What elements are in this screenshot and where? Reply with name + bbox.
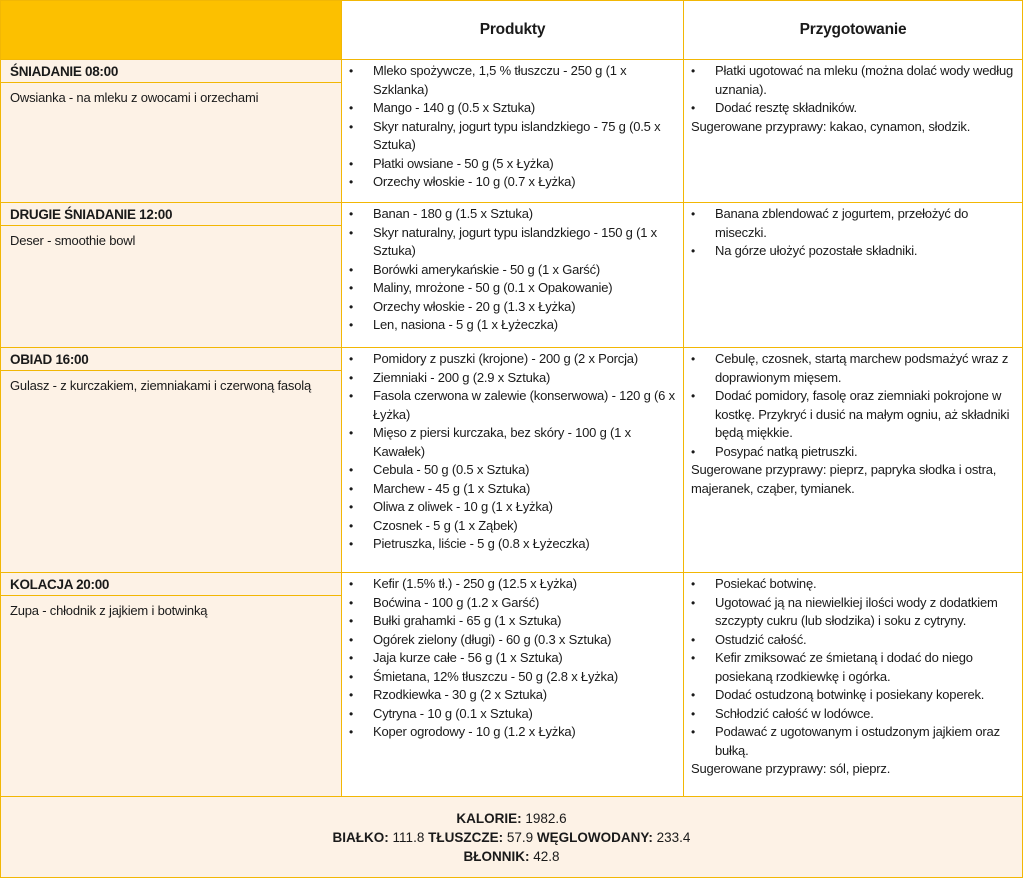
step-item: • Ostudzić całość. xyxy=(684,631,1014,650)
meal-time: KOLACJA 20:00 xyxy=(10,577,110,592)
product-item: • Borówki amerykańskie - 50 g (1 x Garść) xyxy=(342,261,675,280)
header-row xyxy=(1,1,1023,60)
product-item: • Skyr naturalny, jogurt typu islandzkiego - 75 g (0.5 x Sztuka) xyxy=(342,118,675,155)
product-item: • Ziemniaki - 200 g (2.9 x Sztuka) xyxy=(342,369,675,388)
meal-row-lunch xyxy=(1,348,1023,573)
spices-note: Sugerowane przyprawy: sól, pieprz. xyxy=(691,761,891,776)
steps-list xyxy=(684,575,1022,760)
meal-row-second-breakfast xyxy=(1,203,1023,348)
meal-row-dinner xyxy=(1,573,1023,797)
step-item: • Kefir zmiksować ze śmietaną i dodać do niego posiekaną rzodkiewkę i ogórka. xyxy=(684,649,1014,686)
meal-row-breakfast xyxy=(1,60,1023,203)
step-item: • Cebulę, czosnek, startą marchew podsmażyć wraz z doprawionym mięsem. xyxy=(684,350,1014,387)
header-preparation: Przygotowanie xyxy=(684,1,1023,60)
kcal-label: KALORIE: xyxy=(456,810,522,826)
meal-divider xyxy=(1,370,341,371)
meal-divider xyxy=(1,225,341,226)
products-list xyxy=(342,350,683,554)
product-item: • Koper ogrodowy - 10 g (1.2 x Łyżka) xyxy=(342,723,675,742)
product-item: • Banan - 180 g (1.5 x Sztuka) xyxy=(342,205,675,224)
preparation-cell xyxy=(684,573,1023,797)
product-item: • Pietruszka, liście - 5 g (0.8 x Łyżeczka) xyxy=(342,535,675,554)
nutrition-summary xyxy=(1,797,1023,878)
meal-description: Owsianka - na mleku z owocami i orzechami xyxy=(10,90,259,105)
product-item: • Jaja kurze całe - 56 g (1 x Sztuka) xyxy=(342,649,675,668)
meal-time: ŚNIADANIE 08:00 xyxy=(10,64,119,79)
meal-divider xyxy=(1,595,341,596)
spices-note: Sugerowane przyprawy: pieprz, papryka słodka i ostra, majeranek, cząber, tymianek. xyxy=(691,462,997,496)
products-cell xyxy=(342,60,684,203)
meal-divider xyxy=(1,82,341,83)
product-item: • Fasola czerwona w zalewie (konserwowa) - 120 g (6 x Łyżka) xyxy=(342,387,675,424)
kcal-value: 1982.6 xyxy=(525,810,567,826)
product-item: • Cytryna - 10 g (0.1 x Sztuka) xyxy=(342,705,675,724)
product-item: • Czosnek - 5 g (1 x Ząbek) xyxy=(342,517,675,536)
fat-value: 57.9 xyxy=(506,829,534,845)
meal-cell xyxy=(1,203,342,348)
product-item: • Orzechy włoskie - 10 g (0.7 x Łyżka) xyxy=(342,173,675,192)
product-item: • Mleko spożywcze, 1,5 % tłuszczu - 250 g (1 x Szklanka) xyxy=(342,62,675,99)
product-item: • Boćwina - 100 g (1.2 x Garść) xyxy=(342,594,675,613)
fat-label: TŁUSZCZE: xyxy=(428,829,504,845)
step-item: • Płatki ugotować na mleku (można dolać wody według uznania). xyxy=(684,62,1014,99)
step-item: • Posypać natką pietruszki. xyxy=(684,443,1014,462)
meal-time: OBIAD 16:00 xyxy=(10,352,89,367)
product-item: • Skyr naturalny, jogurt typu islandzkiego - 150 g (1 x Sztuka) xyxy=(342,224,675,261)
products-list xyxy=(342,205,683,335)
product-item: • Mięso z piersi kurczaka, bez skóry - 100 g (1 x Kawałek) xyxy=(342,424,675,461)
preparation-cell xyxy=(684,348,1023,573)
step-item: • Banana zblendować z jogurtem, przełożyć do miseczki. xyxy=(684,205,1014,242)
meal-cell xyxy=(1,573,342,797)
header-products: Produkty xyxy=(342,1,684,60)
product-item: • Oliwa z oliwek - 10 g (1 x Łyżka) xyxy=(342,498,675,517)
product-item: • Śmietana, 12% tłuszczu - 50 g (2.8 x Łyżka) xyxy=(342,668,675,687)
summary-line-kcal xyxy=(1,809,1022,828)
carbs-value: 233.4 xyxy=(656,829,691,845)
meal-time: DRUGIE ŚNIADANIE 12:00 xyxy=(10,207,173,222)
step-item: • Dodać ostudzoną botwinkę i posiekany koperek. xyxy=(684,686,1014,705)
summary-line-macros xyxy=(1,828,1022,847)
preparation-cell xyxy=(684,203,1023,348)
step-item: • Podawać z ugotowanym i ostudzonym jajkiem oraz bułką. xyxy=(684,723,1014,760)
step-item: • Dodać pomidory, fasolę oraz ziemniaki pokrojone w kostkę. Przykryć i dusić na małym ogniu, aż składniki będą miękkie. xyxy=(684,387,1014,443)
step-item: • Ugotować ją na niewielkiej ilości wody z dodatkiem szczypty cukru (lub słodzika) i soku z cytryny. xyxy=(684,594,1014,631)
product-item: • Płatki owsiane - 50 g (5 x Łyżka) xyxy=(342,155,675,174)
meal-cell xyxy=(1,60,342,203)
step-item: • Schłodzić całość w lodówce. xyxy=(684,705,1014,724)
header-corner xyxy=(1,1,342,60)
product-item: • Cebula - 50 g (0.5 x Sztuka) xyxy=(342,461,675,480)
products-cell xyxy=(342,348,684,573)
protein-label: BIAŁKO: xyxy=(332,829,389,845)
products-list xyxy=(342,575,683,742)
product-item: • Len, nasiona - 5 g (1 x Łyżeczka) xyxy=(342,316,675,335)
steps-list xyxy=(684,62,1022,118)
fiber-label: BŁONNIK: xyxy=(463,848,530,864)
product-item: • Maliny, mrożone - 50 g (0.1 x Opakowanie) xyxy=(342,279,675,298)
meal-cell xyxy=(1,348,342,573)
product-item: • Marchew - 45 g (1 x Sztuka) xyxy=(342,480,675,499)
product-item: • Bułki grahamki - 65 g (1 x Sztuka) xyxy=(342,612,675,631)
preparation-cell xyxy=(684,60,1023,203)
step-item: • Na górze ułożyć pozostałe składniki. xyxy=(684,242,1014,261)
products-list xyxy=(342,62,683,192)
meal-description: Deser - smoothie bowl xyxy=(10,233,136,248)
product-item: • Rzodkiewka - 30 g (2 x Sztuka) xyxy=(342,686,675,705)
meal-description: Zupa - chłodnik z jajkiem i botwinką xyxy=(10,603,208,618)
product-item: • Mango - 140 g (0.5 x Sztuka) xyxy=(342,99,675,118)
product-item: • Ogórek zielony (długi) - 60 g (0.3 x Sztuka) xyxy=(342,631,675,650)
steps-list xyxy=(684,205,1022,261)
fiber-value: 42.8 xyxy=(533,848,560,864)
product-item: • Pomidory z puszki (krojone) - 200 g (2 x Porcja) xyxy=(342,350,675,369)
product-item: • Orzechy włoskie - 20 g (1.3 x Łyżka) xyxy=(342,298,675,317)
step-item: • Dodać resztę składników. xyxy=(684,99,1014,118)
spices-note: Sugerowane przyprawy: kakao, cynamon, słodzik. xyxy=(691,118,971,134)
product-item: • Kefir (1.5% tł.) - 250 g (12.5 x Łyżka) xyxy=(342,575,675,594)
protein-value: 111.8 xyxy=(392,829,425,845)
products-cell xyxy=(342,203,684,348)
step-item: • Posiekać botwinę. xyxy=(684,575,1014,594)
steps-list xyxy=(684,350,1022,461)
summary-row xyxy=(1,797,1023,878)
carbs-label: WĘGLOWODANY: xyxy=(536,829,653,845)
products-cell xyxy=(342,573,684,797)
summary-line-fiber xyxy=(1,847,1022,866)
meal-description: Gulasz - z kurczakiem, ziemniakami i czerwoną fasolą xyxy=(10,378,311,393)
